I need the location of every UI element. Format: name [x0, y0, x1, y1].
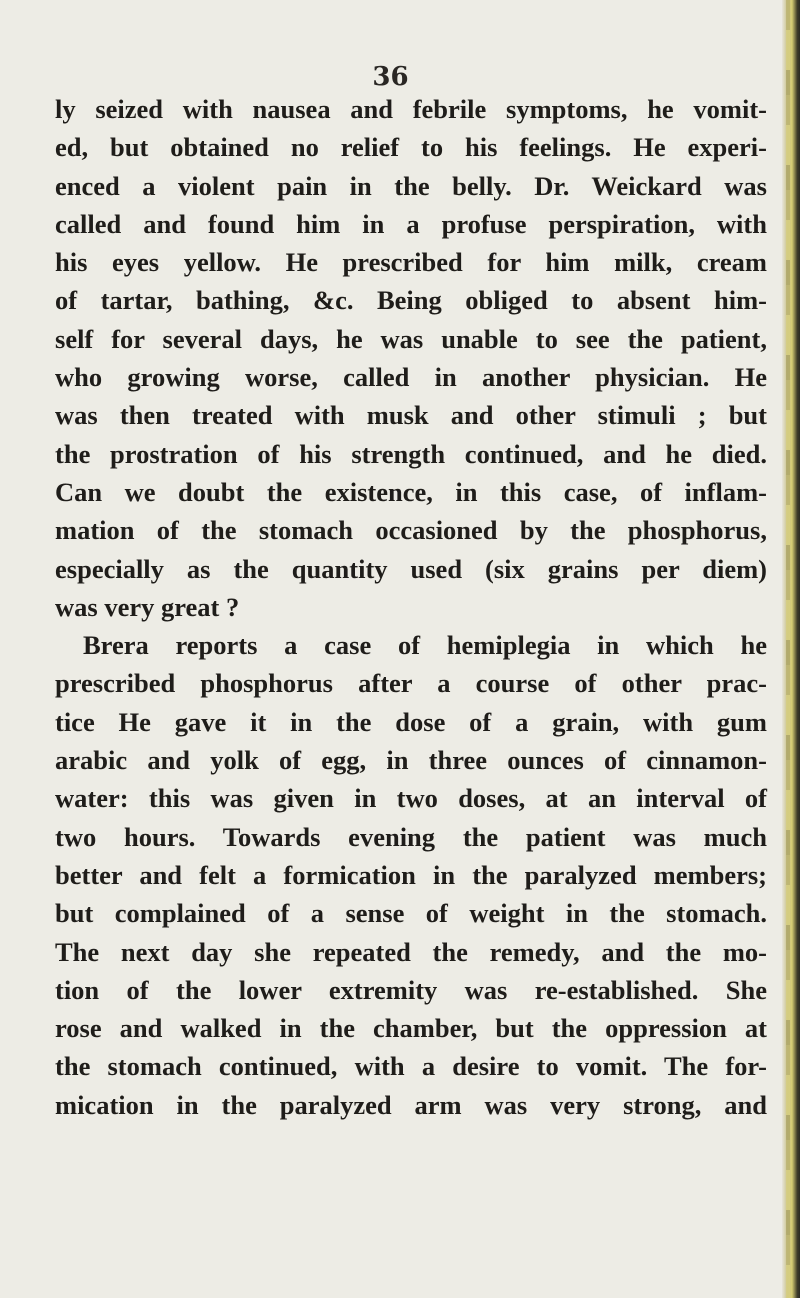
page-number: 36 [372, 62, 409, 92]
text-line: Can we doubt the existence, in this case, of inflam- [55, 476, 767, 507]
text-line: was then treated with musk and other stimuli ; but [55, 400, 767, 431]
text-line: two hours. Towards evening the patient was much [55, 821, 767, 852]
text-line: better and felt a formication in the paralyzed members; [55, 859, 767, 890]
text-line: who growing worse, called in another physician. He [55, 362, 767, 393]
text-line: The next day she repeated the remedy, and the mo- [55, 936, 767, 967]
text-line: ed, but obtained no relief to his feelings. He experi- [55, 132, 767, 163]
body-text [55, 90, 767, 1124]
text-line: enced a violent pain in the belly. Dr. Weickard was [55, 170, 767, 201]
text-line: the prostration of his strength continued, and he died. [55, 438, 767, 469]
text-line: rose and walked in the chamber, but the oppression at [55, 1013, 767, 1044]
text-line: Brera reports a case of hemiplegia in which he [83, 630, 767, 661]
text-line: of tartar, bathing, &c. Being obliged to absent him- [55, 285, 767, 316]
text-line: water: this was given in two doses, at an interval of [55, 783, 767, 814]
text-line: ly seized with nausea and febrile symptoms, he vomit- [55, 94, 767, 124]
text-line: arabic and yolk of egg, in three ounces of cinnamon- [55, 745, 767, 776]
page-edge [782, 0, 800, 1298]
text-line: mation of the stomach occasioned by the phosphorus, [55, 515, 767, 546]
text-line: especially as the quantity used (six grains per diem) [55, 553, 767, 584]
text-line: was very great ? [55, 591, 240, 622]
text-line: called and found him in a profuse perspiration, with [55, 208, 767, 239]
text-line: his eyes yellow. He prescribed for him milk, cream [55, 247, 767, 278]
text-line: but complained of a sense of weight in the stomach. [55, 898, 767, 929]
text-line: self for several days, he was unable to see the patient, [55, 323, 767, 354]
text-line: the stomach continued, with a desire to vomit. The for- [55, 1051, 767, 1082]
text-line: mication in the paralyzed arm was very strong, and [55, 1089, 767, 1120]
text-line: tion of the lower extremity was re-established. She [55, 974, 767, 1005]
text-line: tice He gave it in the dose of a grain, with gum [55, 706, 767, 737]
text-line: prescribed phosphorus after a course of other prac- [55, 668, 767, 699]
